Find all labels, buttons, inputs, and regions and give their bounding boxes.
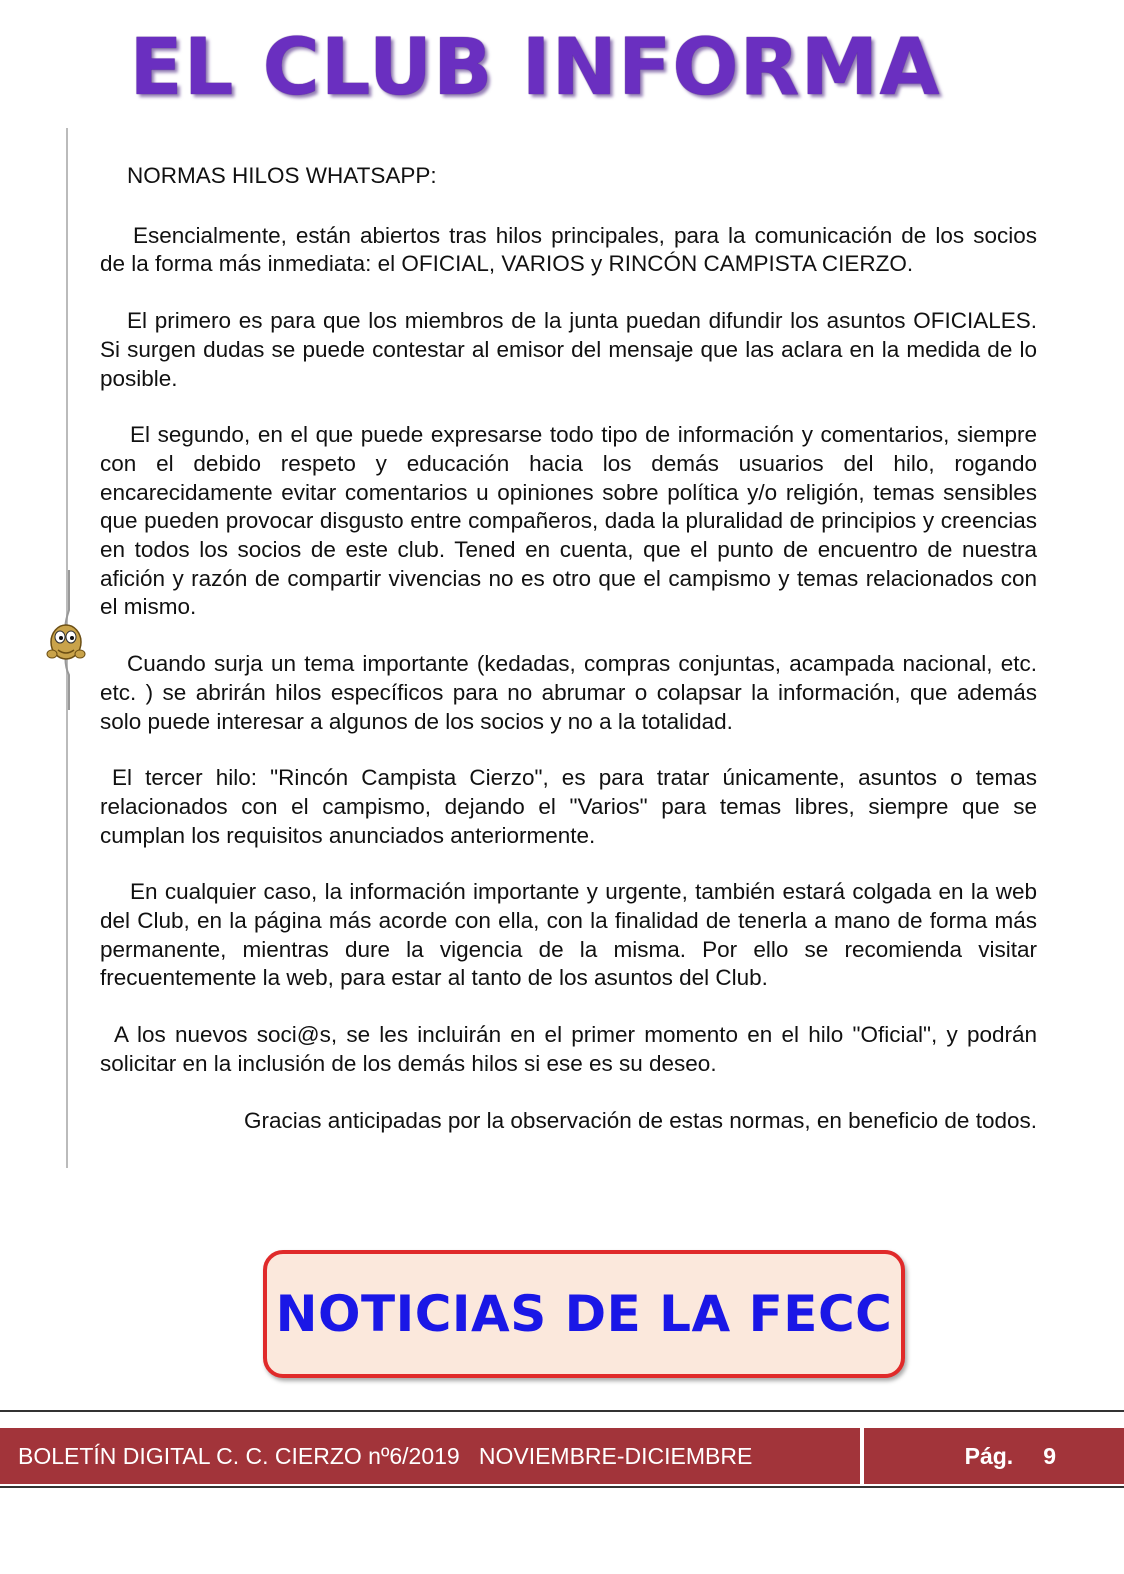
article-body bbox=[100, 162, 1037, 1163]
page-indicator bbox=[864, 1443, 1124, 1470]
footer-bottom-rule bbox=[0, 1486, 1124, 1488]
peeking-creature-icon bbox=[44, 570, 90, 710]
news-section-box bbox=[263, 1250, 905, 1378]
article-paragraph: Cuando surja un tema importante (kedadas, compras conjuntas, acampada nacional, etc. etc. ) se abrirán hilos específicos para no abrumar o colapsar la información, que además solo puede interesar a algunos de los socios y no a la totalidad. bbox=[100, 651, 1037, 734]
news-section-title: NOTICIAS DE LA FECC bbox=[275, 1285, 893, 1343]
article-paragraph: El primero es para que los miembros de la junta puedan difundir los asuntos OFICIALES. Si surgen dudas se puede contestar al emisor del mensaje que las aclara en la medida de lo posible. bbox=[100, 308, 1037, 391]
article-paragraph: Esencialmente, están abiertos tras hilos principales, para la comunicación de los socios de la forma más inmediata: el OFICIAL, VARIOS y RINCÓN CAMPISTA CIERZO. bbox=[100, 222, 1037, 277]
footer-top-rule bbox=[0, 1410, 1124, 1412]
bulletin-info: BOLETÍN DIGITAL C. C. CIERZO nº6/2019 NOVIEMBRE-DICIEMBRE bbox=[18, 1442, 753, 1469]
article-closing: Gracias anticipadas por la observación de estas normas, en beneficio de todos. bbox=[244, 1107, 1037, 1133]
page-title: EL CLUB INFORMA bbox=[129, 23, 941, 113]
article-paragraph: En cualquier caso, la información importante y urgente, también estará colgada en la web del Club, en la página más acorde con ella, con la finalidad de tenerla a mano de forma más permanente, mientras dure la vigencia de la misma. Por ello se recomienda visitar frecuentemente la web, para estar al tanto de los asuntos del Club. bbox=[100, 879, 1037, 991]
page-label: Pág. bbox=[964, 1442, 1014, 1469]
article-paragraph: A los nuevos soci@s, se les incluirán en el primer momento en el hilo "Oficial", y podrán solicitar en la inclusión de los demás hilos si ese es su deseo. bbox=[100, 1022, 1037, 1076]
article-heading: NORMAS HILOS WHATSAPP: bbox=[127, 163, 437, 188]
article-paragraph: El tercer hilo: "Rincón Campista Cierzo", es para tratar únicamente, asuntos o temas relacionados con el campismo, dejando el "Varios" para temas libres, siempre que se cumplan los requisitos anunciados anteriormente. bbox=[100, 765, 1037, 848]
page-footer bbox=[0, 1428, 1124, 1484]
article-paragraph: El segundo, en el que puede expresarse todo tipo de información y comentarios, siempre con el debido respeto y educación hacia los demás usuarios del hilo, rogando encarecidamente evitar comentarios u opiniones sobre política y/o religión, temas sensibles que pueden provocar disgusto entre compañeros, dada la pluralidad de principios y creencias en todos los socios de este club. Tened en cuenta, que el punto de encuentro de nuestra afición y razón de compartir vivencias no es otro que el campismo y temas relacionados con el mismo. bbox=[100, 422, 1037, 620]
page-number: 9 bbox=[1043, 1442, 1056, 1469]
